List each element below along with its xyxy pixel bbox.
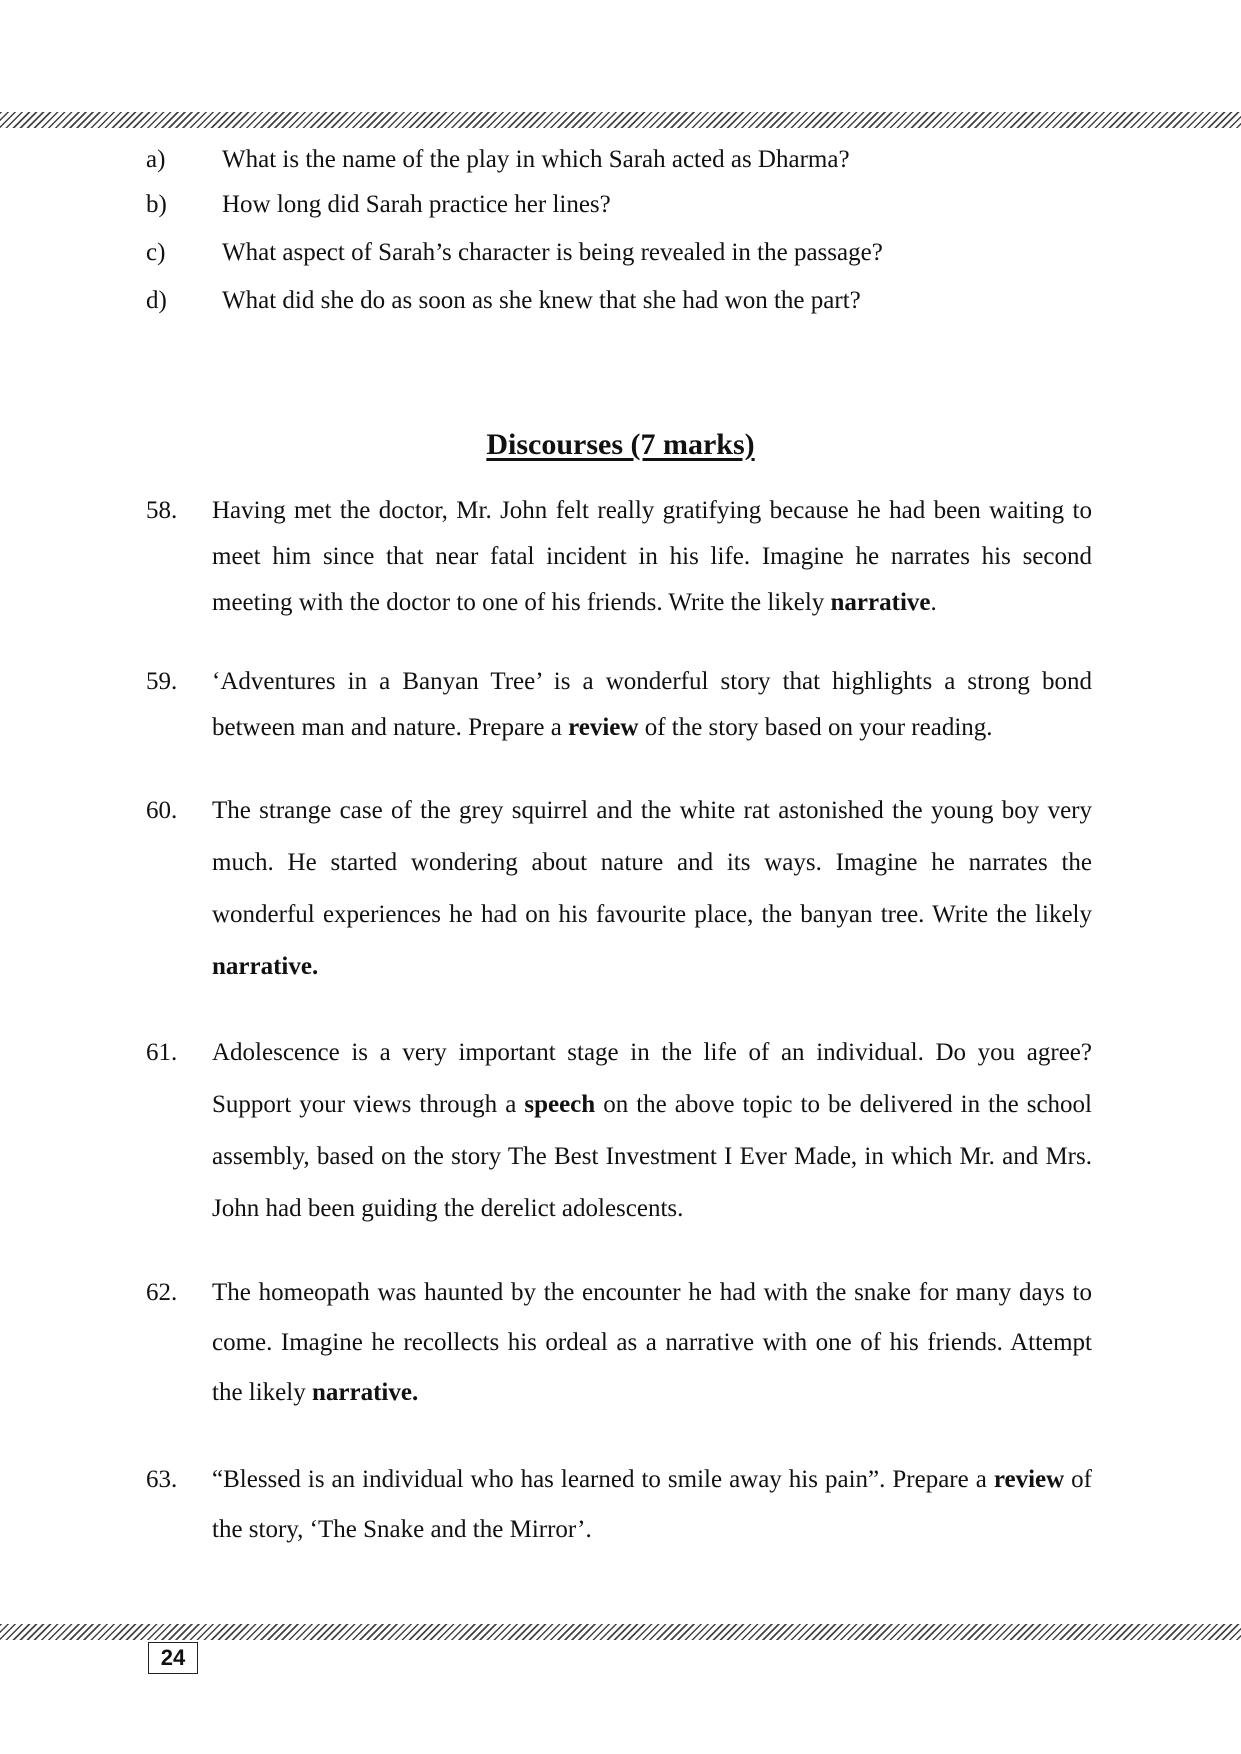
question-number: 62. (146, 1279, 178, 1306)
task-keyword: review (568, 714, 639, 741)
bottom-hatch-border (0, 1624, 1241, 1640)
task-keyword: speech (524, 1091, 596, 1118)
top-hatch-border (0, 112, 1241, 128)
question-58 (146, 488, 1092, 626)
question-61 (146, 1027, 1092, 1235)
sub-question-label: c) (146, 239, 166, 266)
sub-question-text: What did she do as soon as she knew that she had won the part? (222, 287, 861, 314)
question-text: Having met the doctor, Mr. John felt really gratifying because he had been waiting to meet him since that near fatal incident in his life. Imagine he narrates his second meeting with the doctor to one of his friends. Write the likely narrative. (212, 497, 1092, 616)
sub-question-label: d) (146, 287, 167, 314)
question-text: “Blessed is an individual who has learned to smile away his pain”. Prepare a review of the story, ‘The Snake and the Mirror’. (212, 1466, 1092, 1543)
question-60 (146, 785, 1092, 993)
sub-question-text: What is the name of the play in which Sarah acted as Dharma? (222, 146, 850, 173)
question-text: The homeopath was haunted by the encounter he had with the snake for many days to come. Imagine he recollects his ordeal as a narrative with one of his friends. Attempt the likely narrative. (212, 1279, 1092, 1406)
sub-question-label: a) (146, 146, 166, 173)
question-text: Adolescence is a very important stage in the life of an individual. Do you agree? Support your views through a speech on the above topic to be delivered in the school assembly, based on the story The Best Investment I Ever Made, in which Mr. and Mrs. John had been guiding the derelict adolescents. (212, 1039, 1092, 1222)
question-63 (146, 1455, 1092, 1555)
task-keyword: narrative. (311, 1379, 419, 1406)
question-text: The strange case of the grey squirrel and the white rat astonished the young boy very much. He started wondering about nature and its ways. Imagine he narrates the wonderful experiences he had on his favourite place, the banyan tree. Write the likely narrative. (212, 797, 1092, 980)
task-keyword: narrative. (212, 953, 319, 980)
sub-question-text: What aspect of Sarah’s character is being revealed in the passage? (222, 239, 883, 266)
question-number: 60. (146, 797, 178, 824)
sub-question-label: b) (146, 191, 167, 218)
question-number: 58. (146, 497, 178, 524)
question-59 (146, 659, 1092, 751)
question-number: 63. (146, 1466, 178, 1493)
section-title: Discourses (7 marks) (486, 428, 755, 461)
question-number: 61. (146, 1039, 178, 1066)
question-number: 59. (146, 668, 178, 695)
task-keyword: narrative (830, 589, 931, 616)
question-text: ‘Adventures in a Banyan Tree’ is a wonderful story that highlights a strong bond between man and nature. Prepare a review of the story based on your reading. (212, 668, 1092, 741)
task-keyword: review (993, 1466, 1065, 1493)
sub-question-text: How long did Sarah practice her lines? (222, 191, 611, 218)
question-62 (146, 1268, 1092, 1418)
page-number: 24 (148, 1642, 198, 1674)
